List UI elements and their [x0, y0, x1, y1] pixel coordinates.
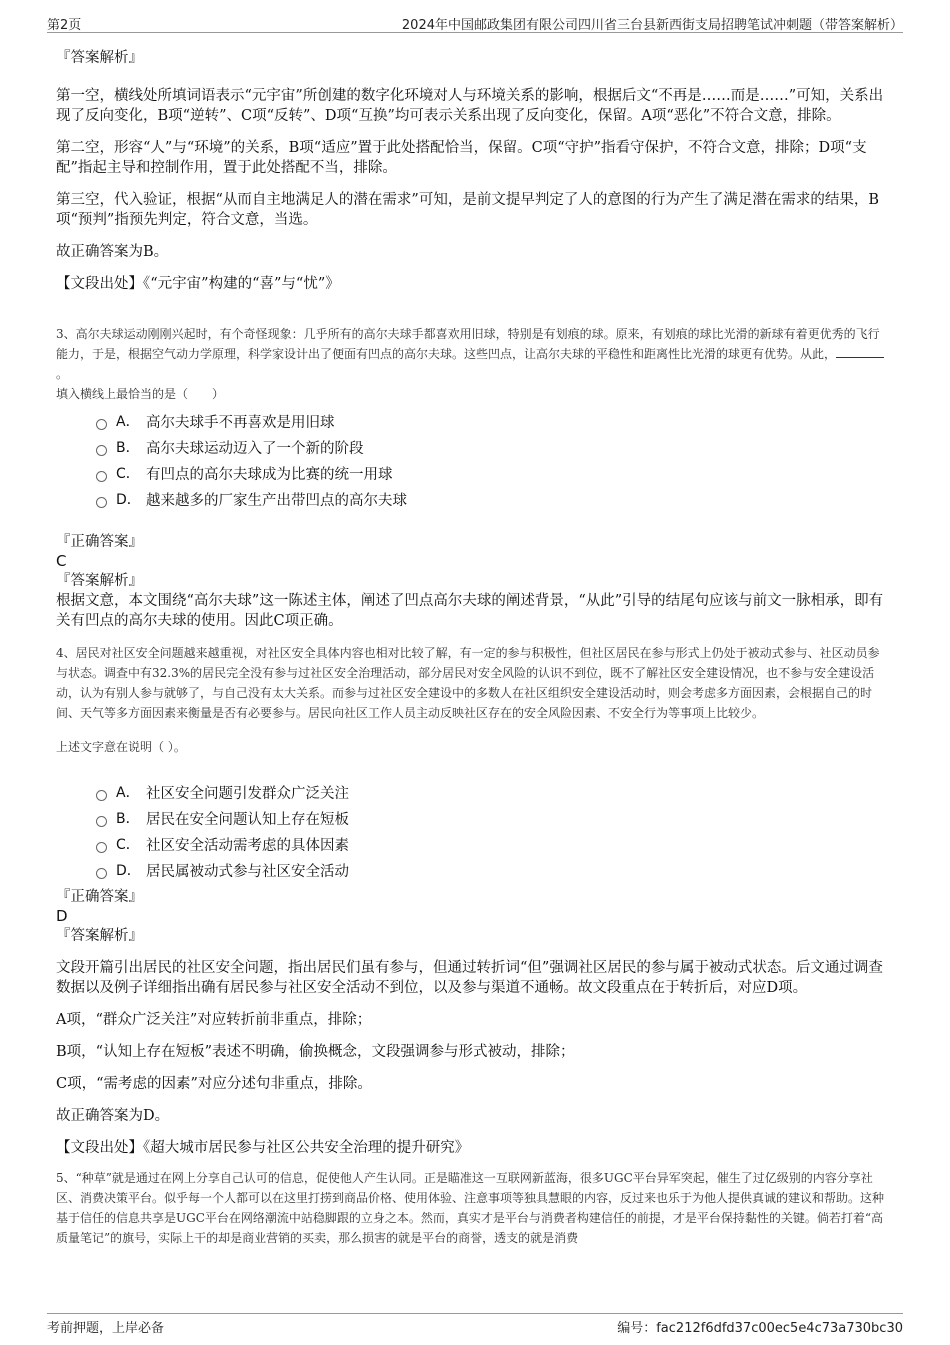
option-d[interactable]: D． 越来越多的厂家生产出带凹点的高尔夫球 [96, 486, 888, 512]
question-3-prompt: 填入横线上最恰当的是（ ） [56, 387, 225, 401]
correct-answer: D [56, 907, 68, 925]
analysis-paragraph: 第一空，横线处所填词语表示“元宇宙”所创建的数字化环境对人与环境关系的影响，根据后文“不再是……而是……”可知，关系出现了反向变化，B项“逆转”、C项“反转”、D项“互换”均可表示关系出现了反向变化，保留。A项“恶化”不符合文意，排除。 [56, 88, 884, 124]
analysis-paragraph: 根据文意，本文围绕“高尔夫球”这一陈述主体，阐述了凹点高尔夫球的阐述背景，“从此”引导的结尾句应该与前文一脉相承，即有关有凹点的高尔夫球的使用。因此C项正确。 [56, 593, 884, 629]
text-source: 【文段出处】《“元宇宙”构建的“喜”与“忧”》 [56, 276, 340, 292]
radio-icon[interactable] [96, 445, 107, 456]
text-source: 【文段出处】《超大城市居民参与社区公共安全治理的提升研究》 [56, 1140, 470, 1156]
radio-icon[interactable] [96, 868, 107, 879]
question-4-prompt: 上述文字意在说明（ ）。 [56, 740, 186, 754]
question-4-options [96, 779, 888, 883]
analysis-paragraph: 第三空，代入验证，根据“从而自主地满足人的潜在需求”可知，是前文提早判定了人的意图的行为产生了满足潜在需求的结果，B项“预判”指预先判定，符合文意，当选。 [56, 192, 879, 228]
analysis-label: 『答案解析』 [56, 50, 143, 66]
radio-icon[interactable] [96, 816, 107, 827]
answer-conclusion: 故正确答案为D。 [56, 1108, 170, 1124]
document-body [56, 40, 888, 1248]
option-b[interactable]: B． 居民在安全问题认知上存在短板 [96, 805, 888, 831]
answer-blank [836, 345, 884, 358]
option-c[interactable]: C． 社区安全活动需考虑的具体因素 [96, 831, 888, 857]
analysis-paragraph: C项，“需考虑的因素”对应分述句非重点，排除。 [56, 1076, 372, 1092]
page-number: 第2页 [47, 18, 82, 33]
question-4-text: 4、居民对社区安全问题越来越重视，对社区安全具体内容也相对比较了解，有一定的参与积极性，但社区居民在参与形式上仍处于被动式参与、社区动员参与状态。调查中有32.3%的居民完全没有参与过社区安全治理活动，部分居民对安全风险的认识不到位，既不了解社区安全建设情况，也不参与安全建设活动，认为有别人参与就够了，与自己没有太大关系。而参与过社区安全建设中的多数人在社区组织安全建设活动时，则会考虑多方面因素，会根据自己的时间、天气等多方面因素来衡量是否有必要参与。居民向社区工作人员主动反映社区存在的安全风险因素、不安全行为等事项上比较少。 [56, 646, 880, 720]
answer-conclusion: 故正确答案为B。 [56, 244, 169, 260]
question-3-text: 3、高尔夫球运动刚刚兴起时，有个奇怪现象：几乎所有的高尔夫球手都喜欢用旧球，特别是有划痕的球。原来，有划痕的球比光滑的新球有着更优秀的飞行能力，于是，根据空气动力学原理，科学家设计出了便面有凹点的高尔夫球。这些凹点，让高尔夫球的平稳性和距离性比光滑的球更有优势。从此，。 [56, 324, 888, 384]
radio-icon[interactable] [96, 471, 107, 482]
radio-icon[interactable] [96, 419, 107, 430]
analysis-paragraph: B项，“认知上存在短板”表述不明确，偷换概念，文段强调参与形式被动，排除； [56, 1044, 575, 1060]
analysis-label: 『答案解析』 [56, 928, 143, 944]
correct-answer: C [56, 552, 67, 570]
page-header [47, 12, 903, 33]
option-a[interactable]: A． 社区安全问题引发群众广泛关注 [96, 779, 888, 805]
page-footer [47, 1313, 903, 1336]
document-title: 2024年中国邮政集团有限公司四川省三台县新西街支局招聘笔试冲刺题（带答案解析） [401, 18, 903, 33]
option-a[interactable]: A． 高尔夫球手不再喜欢是用旧球 [96, 408, 888, 434]
radio-icon[interactable] [96, 842, 107, 853]
radio-icon[interactable] [96, 497, 107, 508]
option-b[interactable]: B． 高尔夫球运动迈入了一个新的阶段 [96, 434, 888, 460]
footer-slogan: 考前押题，上岸必备 [47, 1321, 165, 1336]
document-id: 编号：fac212f6dfd37c00ec5e4c73a730bc30 [617, 1321, 903, 1336]
option-c[interactable]: C． 有凹点的高尔夫球成为比赛的统一用球 [96, 460, 888, 486]
question-5-text: 5、“种草”就是通过在网上分享自己认可的信息，促使他人产生认同。正是瞄准这一互联网新蓝海，很多UGC平台异军突起，催生了过亿级别的内容分享社区、消费决策平台。似乎每一个人都可以在这里打捞到商品价格、使用体验、注意事项等独具慧眼的内容，反过来也乐于为他人提供真诚的建议和帮助。这种基于信任的信息共享是UGC平台在网络潮流中站稳脚跟的立身之本。然而，真实才是平台与消费者构建信任的前提，才是平台保持黏性的关键。倘若打着“高质量笔记”的旗号，实际上干的却是商业营销的买卖，那么损害的就是平台的商誉，透支的就是消费 [56, 1171, 885, 1245]
correct-answer-label: 『正确答案』 [56, 889, 143, 905]
radio-icon[interactable] [96, 790, 107, 801]
correct-answer-label: 『正确答案』 [56, 534, 143, 550]
question-3-options [96, 408, 888, 512]
analysis-label: 『答案解析』 [56, 573, 143, 589]
analysis-paragraph: A项，“群众广泛关注”对应转折前非重点，排除； [56, 1012, 372, 1028]
option-d[interactable]: D． 居民属被动式参与社区安全活动 [96, 857, 888, 883]
analysis-paragraph: 第二空，形容“人”与“环境”的关系，B项“适应”置于此处搭配恰当，保留。C项“守护”指看守保护，不符合文意，排除；D项“支配”指起主导和控制作用，置于此处搭配不当，排除。 [56, 140, 867, 176]
analysis-paragraph: 文段开篇引出居民的社区安全问题，指出居民们虽有参与，但通过转折词“但”强调社区居民的参与属于被动式状态。后文通过调查数据以及例子详细指出确有居民参与社区安全活动不到位，以及参与渠道不通畅。故文段重点在于转折后，对应D项。 [56, 960, 883, 996]
